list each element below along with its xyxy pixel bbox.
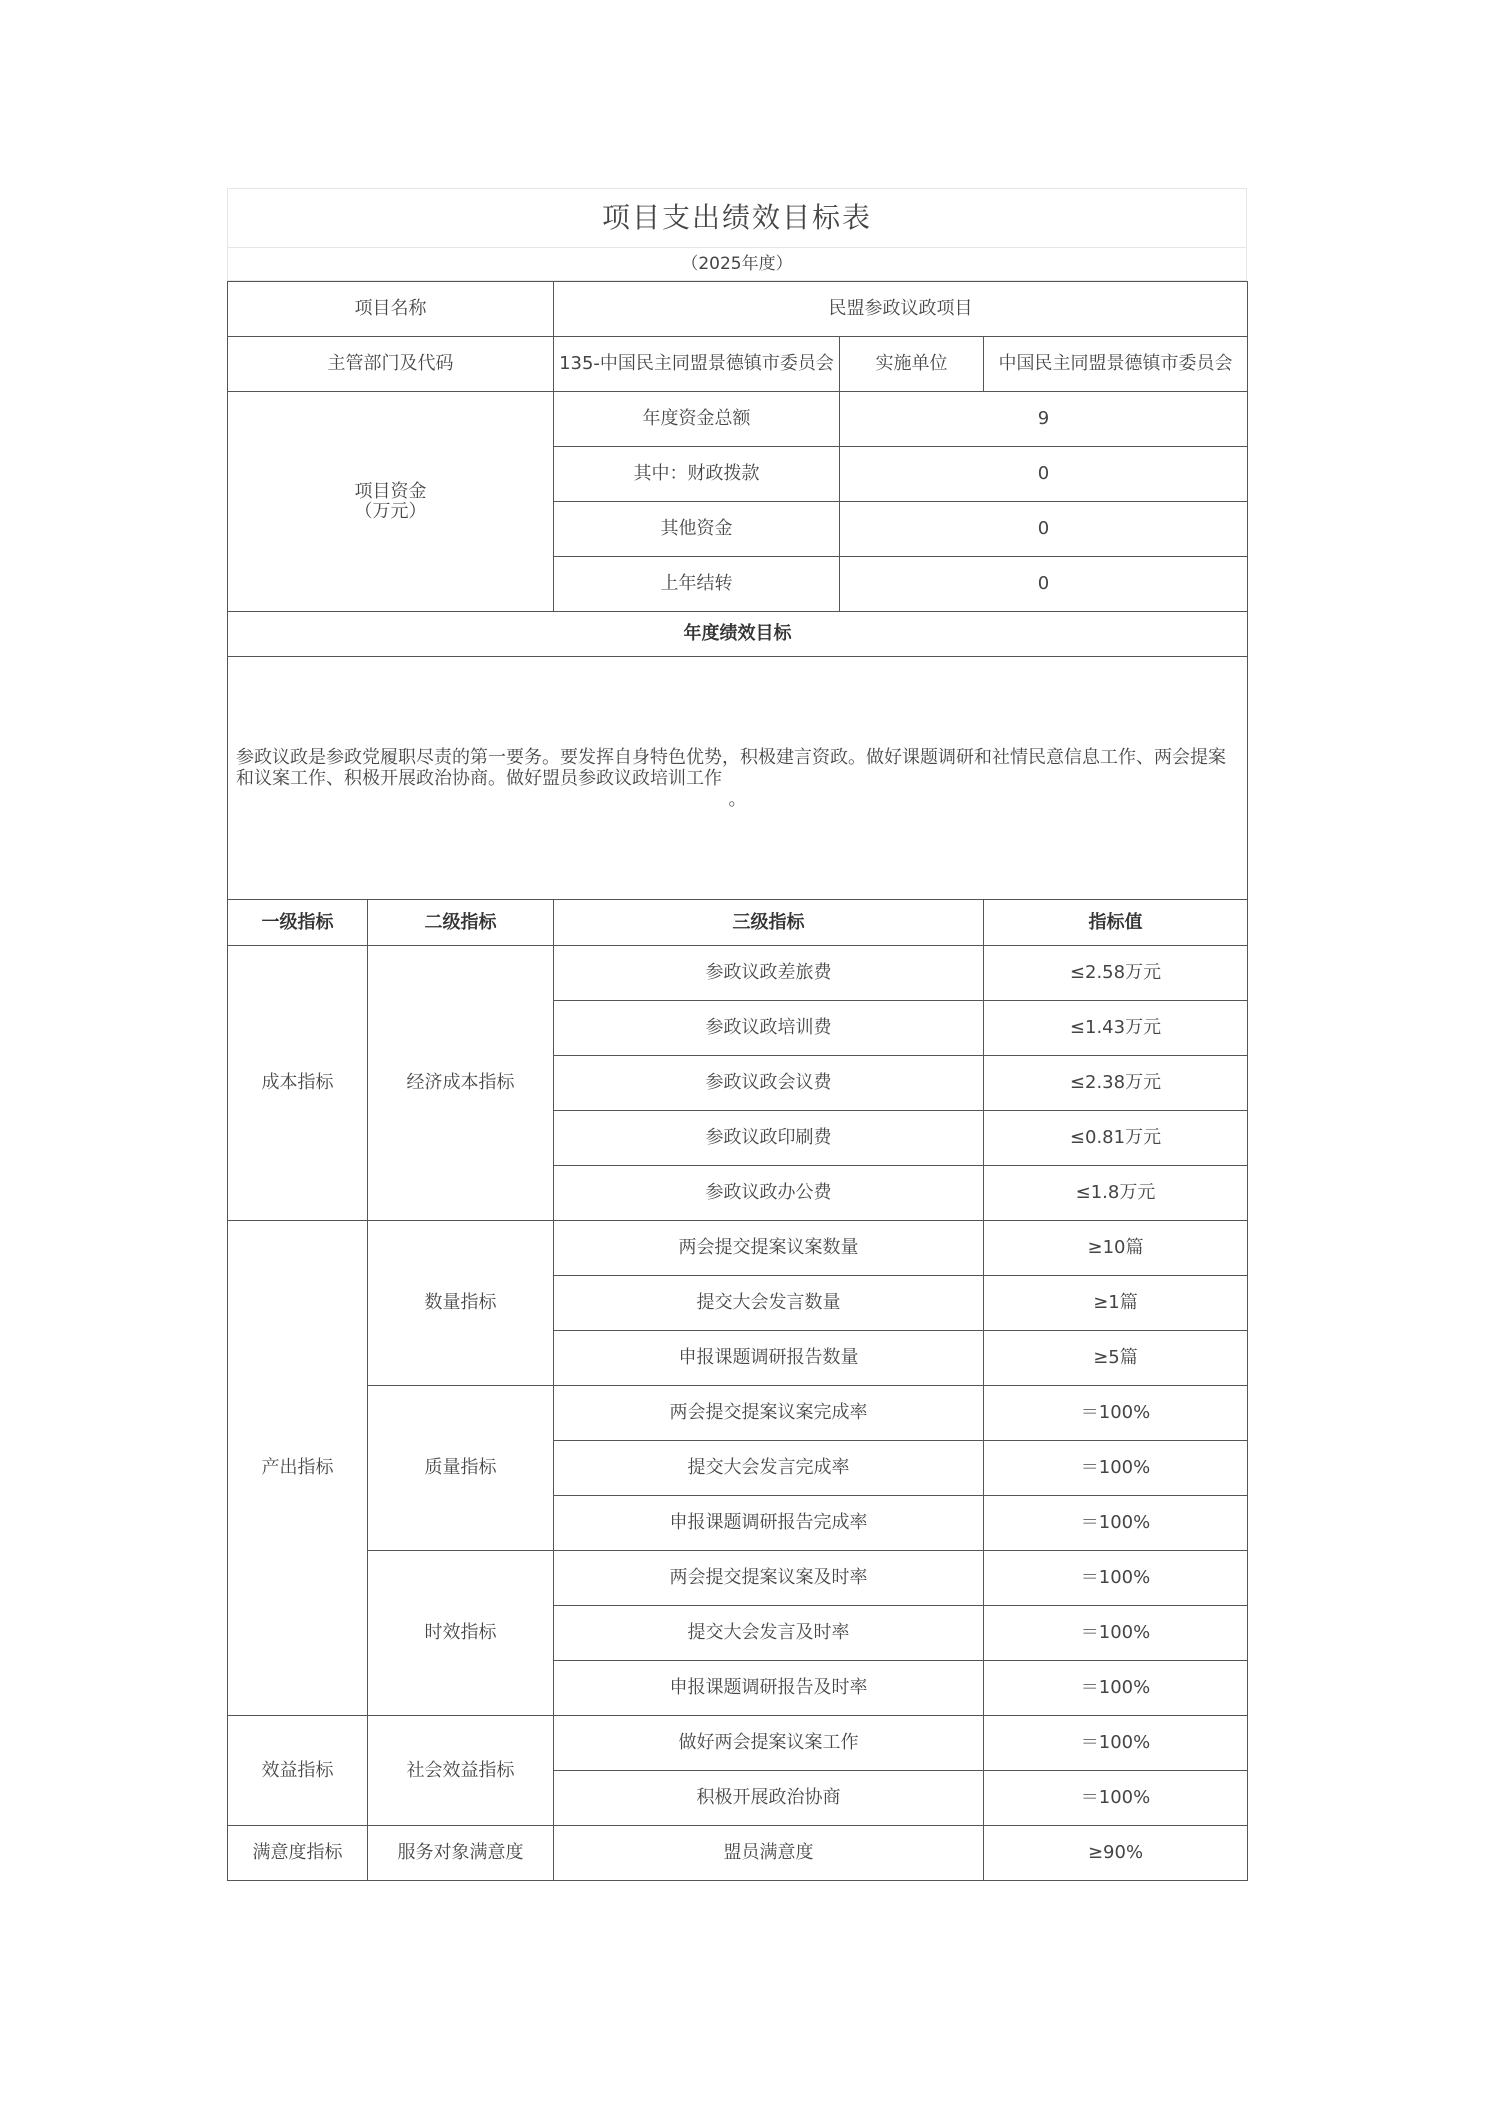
indicator-row	[228, 1386, 1248, 1441]
project-name-row	[228, 282, 1248, 337]
indicator-row	[228, 1551, 1248, 1606]
header-value: 指标值	[984, 900, 1248, 946]
performance-table	[227, 281, 1248, 1881]
indicator-value: ≥5篇	[984, 1331, 1248, 1386]
level3-indicator: 参政议政办公费	[554, 1166, 984, 1221]
level2-indicator: 经济成本指标	[368, 946, 554, 1221]
indicator-value: ＝100%	[984, 1716, 1248, 1771]
indicator-value: ＝100%	[984, 1551, 1248, 1606]
fund-label: 上年结转	[554, 557, 840, 612]
annual-goal-tail: 。	[728, 788, 747, 810]
fund-label: 年度资金总额	[554, 392, 840, 447]
annual-goal-text	[228, 657, 1248, 900]
level2-indicator: 数量指标	[368, 1221, 554, 1386]
indicator-value: ≥1篇	[984, 1276, 1248, 1331]
level1-indicator: 产出指标	[228, 1221, 368, 1716]
indicator-header-row	[228, 900, 1248, 946]
level2-indicator: 时效指标	[368, 1551, 554, 1716]
indicator-row	[228, 1826, 1248, 1881]
annual-goal-label: 年度绩效目标	[228, 612, 1248, 657]
page-title: 项目支出绩效目标表	[227, 188, 1247, 247]
header-level3: 三级指标	[554, 900, 984, 946]
level3-indicator: 两会提交提案议案及时率	[554, 1551, 984, 1606]
implementer-label: 实施单位	[840, 337, 984, 392]
indicator-value: ＝100%	[984, 1771, 1248, 1826]
project-name-value: 民盟参政议政项目	[554, 282, 1248, 337]
indicator-value: ≤2.58万元	[984, 946, 1248, 1001]
level1-indicator: 成本指标	[228, 946, 368, 1221]
indicator-value: ≤2.38万元	[984, 1056, 1248, 1111]
level3-indicator: 提交大会发言及时率	[554, 1606, 984, 1661]
fund-value: 0	[840, 447, 1248, 502]
annual-goal-body: 参政议政是参政党履职尽责的第一要务。要发挥自身特色优势，积极建言资政。做好课题调研和社情民意信息工作、两会提案和议案工作、积极开展政治协商。做好盟员参政议政培训工作	[236, 746, 1226, 789]
implementer-value: 中国民主同盟景德镇市委员会	[984, 337, 1248, 392]
indicator-value: ≥10篇	[984, 1221, 1248, 1276]
indicator-value: ＝100%	[984, 1606, 1248, 1661]
level3-indicator: 参政议政会议费	[554, 1056, 984, 1111]
indicator-row	[228, 946, 1248, 1001]
level3-indicator: 申报课题调研报告及时率	[554, 1661, 984, 1716]
annual-goal-header-row	[228, 612, 1248, 657]
indicator-value: ≤1.43万元	[984, 1001, 1248, 1056]
level3-indicator: 参政议政差旅费	[554, 946, 984, 1001]
level3-indicator: 参政议政培训费	[554, 1001, 984, 1056]
indicator-row	[228, 1221, 1248, 1276]
level3-indicator: 提交大会发言数量	[554, 1276, 984, 1331]
annual-goal-row	[228, 657, 1248, 900]
level2-indicator: 质量指标	[368, 1386, 554, 1551]
year-subtitle: （2025年度）	[227, 247, 1247, 281]
indicator-value: ＝100%	[984, 1661, 1248, 1716]
department-value: 135-中国民主同盟景德镇市委员会	[554, 337, 840, 392]
level3-indicator: 提交大会发言完成率	[554, 1441, 984, 1496]
department-row	[228, 337, 1248, 392]
fund-value: 9	[840, 392, 1248, 447]
level3-indicator: 积极开展政治协商	[554, 1771, 984, 1826]
level3-indicator: 盟员满意度	[554, 1826, 984, 1881]
department-label: 主管部门及代码	[228, 337, 554, 392]
performance-target-sheet	[227, 188, 1247, 1881]
header-level2: 二级指标	[368, 900, 554, 946]
level3-indicator: 两会提交提案议案完成率	[554, 1386, 984, 1441]
indicator-row	[228, 1716, 1248, 1771]
fund-label: 其他资金	[554, 502, 840, 557]
funds-label	[228, 392, 554, 612]
level3-indicator: 申报课题调研报告完成率	[554, 1496, 984, 1551]
header-level1: 一级指标	[228, 900, 368, 946]
fund-value: 0	[840, 557, 1248, 612]
fund-row	[228, 392, 1248, 447]
fund-label: 其中：财政拨款	[554, 447, 840, 502]
indicator-value: ≥90%	[984, 1826, 1248, 1881]
funds-label-text: 项目资金（万元）	[354, 480, 427, 522]
fund-value: 0	[840, 502, 1248, 557]
indicator-value: ≤1.8万元	[984, 1166, 1248, 1221]
level3-indicator: 两会提交提案议案数量	[554, 1221, 984, 1276]
level1-indicator: 满意度指标	[228, 1826, 368, 1881]
level1-indicator: 效益指标	[228, 1716, 368, 1826]
project-name-label: 项目名称	[228, 282, 554, 337]
indicator-value: ＝100%	[984, 1386, 1248, 1441]
level3-indicator: 申报课题调研报告数量	[554, 1331, 984, 1386]
indicator-value: ≤0.81万元	[984, 1111, 1248, 1166]
level2-indicator: 服务对象满意度	[368, 1826, 554, 1881]
level2-indicator: 社会效益指标	[368, 1716, 554, 1826]
indicator-value: ＝100%	[984, 1441, 1248, 1496]
level3-indicator: 参政议政印刷费	[554, 1111, 984, 1166]
level3-indicator: 做好两会提案议案工作	[554, 1716, 984, 1771]
indicator-value: ＝100%	[984, 1496, 1248, 1551]
